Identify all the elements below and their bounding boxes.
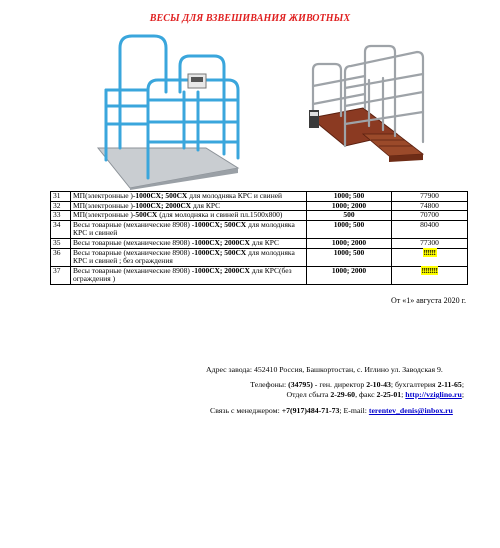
- capacity: 1000; 2000: [307, 238, 392, 248]
- table-row: [51, 266, 468, 284]
- factory-address: Адрес завода: 452410 Россия, Башкортостан, с. Иглино ул. Заводская 9.: [206, 365, 443, 374]
- table-row: [51, 220, 468, 238]
- capacity: 1000; 500: [307, 248, 392, 266]
- price-date: От «1» августа 2020 г.: [391, 296, 466, 305]
- price: [392, 266, 468, 284]
- row-number: 33: [51, 211, 71, 221]
- product-name: Весы товарные (механические 8908) -1000СХ; 2000СХ для КРС(без ограждения ): [71, 266, 307, 284]
- product-name: Весы товарные (механические 8908) -1000СХ; 500СХ для молодняка КРС и свиней: [71, 220, 307, 238]
- price-table: [50, 191, 468, 285]
- price: [392, 248, 468, 266]
- capacity: 1000; 2000: [307, 201, 392, 211]
- row-number: 37: [51, 266, 71, 284]
- row-number: 34: [51, 220, 71, 238]
- row-number: 32: [51, 201, 71, 211]
- steel-frame-scale-photo: [305, 42, 427, 174]
- product-name: Весы товарные (механические 8908) -1000СХ; 2000СХ для КРС: [71, 238, 307, 248]
- price: 77900: [392, 192, 468, 202]
- product-name: Весы товарные (механические 8908) -1000СХ; 500СХ для молодняка КРС и свиней ; без ограждения: [71, 248, 307, 266]
- row-number: 31: [51, 192, 71, 202]
- price: 74800: [392, 201, 468, 211]
- manager-line: Связь с менеджером: +7(917)484-71-73; E-mail: terentev_denis@inbox.ru: [210, 406, 453, 415]
- price: 70700: [392, 211, 468, 221]
- phones-line: Телефоны: (34795) - ген. директор 2-10-43; бухгалтерия 2-11-65;: [250, 380, 464, 389]
- capacity: 1000; 500: [307, 220, 392, 238]
- product-name: МП(электронные )-1000СХ; 2000СХ для КРС: [71, 201, 307, 211]
- product-name: МП(электронные )-1000СХ; 500СХ для молодняка КРС и свиней: [71, 192, 307, 202]
- document-title: ВЕСЫ ДЛЯ ВЗВЕШИВАНИЯ ЖИВОТНЫХ: [149, 13, 351, 24]
- table-row: [51, 248, 468, 266]
- blue-cage-scale-photo: [88, 30, 246, 190]
- capacity: 1000; 2000: [307, 266, 392, 284]
- product-name: МП(электронные )-500СХ (для молодняка и свиней пл.1500х800): [71, 211, 307, 221]
- capacity: 500: [307, 211, 392, 221]
- website-link[interactable]: http://vziglino.ru: [405, 390, 462, 399]
- sales-line: Отдел сбыта 2-29-60, факс 2-25-01; http://vziglino.ru;: [286, 390, 464, 399]
- price-highlight: !!!!!!: [423, 247, 436, 257]
- email-link[interactable]: terentev_denis@inbox.ru: [368, 406, 453, 415]
- capacity: 1000; 500: [307, 192, 392, 202]
- row-number: 35: [51, 238, 71, 248]
- price: 80400: [392, 220, 468, 238]
- row-number: 36: [51, 248, 71, 266]
- price: 77300: [392, 238, 468, 248]
- price-highlight: !!!!!!!!: [421, 265, 438, 275]
